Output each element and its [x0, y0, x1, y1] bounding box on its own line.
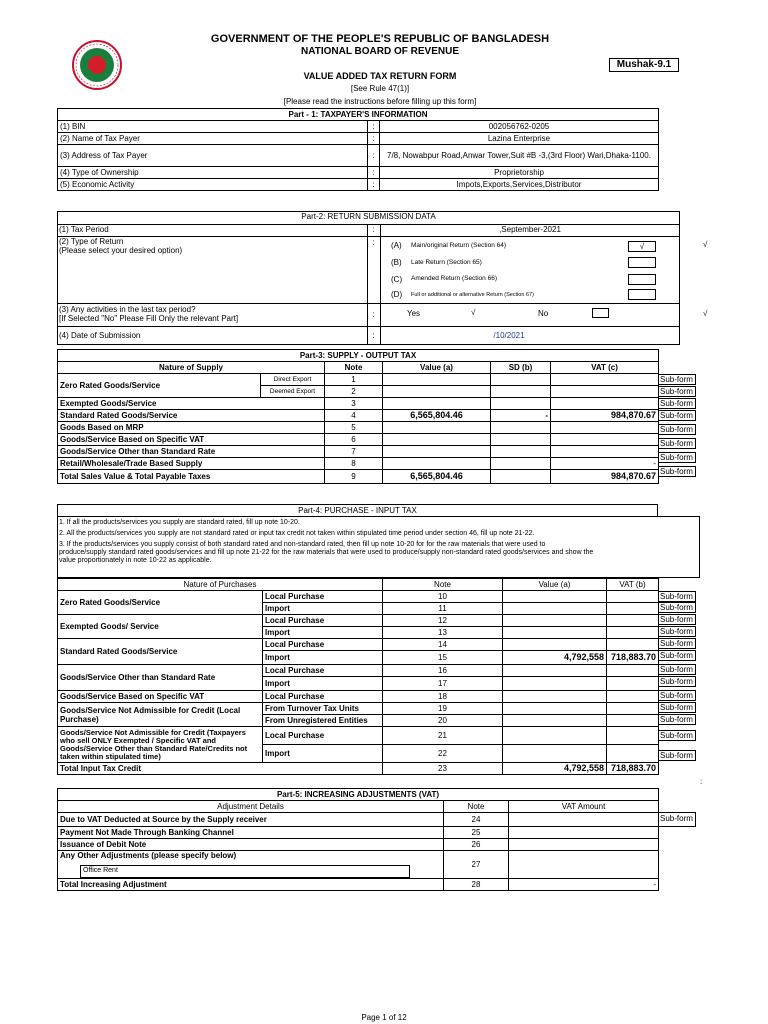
- purchase-type: Local Purchase: [263, 727, 383, 745]
- subform-link[interactable]: Sub-form: [658, 591, 696, 602]
- vat-cell[interactable]: [551, 398, 659, 410]
- vat-cell[interactable]: -: [509, 879, 659, 891]
- note-cell: 7: [325, 446, 383, 458]
- part1-table: [57, 108, 659, 191]
- colon: :: [372, 225, 375, 234]
- colon: :: [368, 121, 380, 133]
- table-row: [58, 470, 659, 484]
- value-cell[interactable]: 4,792,558: [503, 763, 607, 775]
- purchase-group-label: Goods/Service Not Admissible for Credit (Local Purchase): [58, 703, 263, 727]
- subform-link[interactable]: Sub-form: [658, 690, 696, 701]
- total-input-label: Total Input Tax Credit: [58, 763, 383, 775]
- part1-title: Part - 1: TAXPAYER'S INFORMATION: [58, 109, 659, 121]
- supply-label: Goods Based on MRP: [58, 422, 325, 434]
- option-a-label: Main/original Return (Section 64): [411, 242, 507, 249]
- note-cell: 15: [383, 651, 503, 665]
- vat-cell[interactable]: 984,870.67: [551, 410, 659, 422]
- col-note: Note: [383, 579, 503, 591]
- col-adjustment: Adjustment Details: [58, 801, 444, 813]
- colon: :: [372, 310, 375, 319]
- option-d-key: (D): [391, 290, 403, 299]
- colon: :: [368, 179, 380, 191]
- option-b-key: (B): [391, 258, 402, 267]
- value-cell[interactable]: [383, 434, 491, 446]
- table-row: [58, 827, 659, 839]
- purchase-type: Import: [263, 651, 383, 665]
- colon: :: [368, 133, 380, 145]
- subform-link[interactable]: Sub-form: [658, 452, 696, 463]
- option-d-label: Full or additional or alternative Return (Section 67): [411, 292, 534, 298]
- vat-cell[interactable]: 718,883.70: [607, 763, 659, 775]
- note-cell: 4: [325, 410, 383, 422]
- purchase-group-label: Zero Rated Goods/Service: [58, 591, 263, 615]
- col-value: Value (a): [383, 362, 491, 374]
- table-row: [58, 727, 659, 745]
- tax-period-label: (1) Tax Period: [59, 225, 109, 234]
- col-note: Note: [444, 801, 509, 813]
- col-note: Note: [325, 362, 383, 374]
- table-row: [58, 839, 659, 851]
- sd-cell[interactable]: [491, 458, 551, 470]
- subform-link[interactable]: Sub-form: [658, 650, 696, 661]
- vat-cell[interactable]: -: [551, 458, 659, 470]
- col-nature: Nature of Purchases: [58, 579, 383, 591]
- tax-period-value[interactable]: ,September-2021: [499, 225, 561, 234]
- table-row: [58, 167, 659, 179]
- table-row: [58, 422, 659, 434]
- subform-link[interactable]: Sub-form: [658, 602, 696, 613]
- value-cell[interactable]: [503, 639, 607, 651]
- colon: :: [372, 238, 375, 247]
- col-value: Value (a): [503, 579, 607, 591]
- vat-cell[interactable]: [607, 745, 659, 763]
- instruction-3a: 3. If the products/services you supply consist of both standard rated and non-standard rated, then fill up note 10-20 for for the raw materials that were used to: [59, 541, 546, 548]
- bin-value[interactable]: 002056762-0205: [380, 121, 659, 133]
- part4-title: Part-4: PURCHASE - INPUT TAX: [57, 504, 658, 517]
- vat-cell[interactable]: [551, 374, 659, 386]
- purchase-type: From Unregistered Entities: [263, 715, 383, 727]
- note-cell: 6: [325, 434, 383, 446]
- value-cell[interactable]: [503, 603, 607, 615]
- value-cell[interactable]: [503, 727, 607, 745]
- note-cell: 18: [383, 691, 503, 703]
- table-row: [58, 615, 659, 627]
- table-row: [58, 398, 659, 410]
- option-c-label: Amended Return (Section 66): [411, 275, 497, 282]
- option-c-checkbox[interactable]: [628, 274, 656, 285]
- part2-title: Part-2: RETURN SUBMISSION DATA: [301, 212, 436, 221]
- supply-total-label: Total Sales Value & Total Payable Taxes: [58, 470, 325, 484]
- purchase-type: Import: [263, 745, 383, 763]
- part3-title: Part-3: SUPPLY - OUTPUT TAX: [58, 350, 659, 362]
- purchase-type: Local Purchase: [263, 591, 383, 603]
- table-row: [58, 763, 659, 775]
- subform-link[interactable]: Sub-form: [658, 664, 696, 675]
- vat-cell[interactable]: [509, 839, 659, 851]
- adjustment-label: Due to VAT Deducted at Source by the Supply receiver: [58, 813, 444, 827]
- supply-label: Standard Rated Goods/Service: [58, 410, 325, 422]
- subform-link[interactable]: Sub-form: [658, 424, 696, 435]
- zero-rated-label: Zero Rated Goods/Service: [58, 374, 261, 398]
- ownership-value[interactable]: Proprietorship: [380, 167, 659, 179]
- purchase-group-label: Goods/Service Based on Specific VAT: [58, 691, 263, 703]
- purchase-type: From Turnover Tax Units: [263, 703, 383, 715]
- instruction-line: [Please read the instructions before filling up this form]: [283, 97, 477, 106]
- note-cell: 24: [444, 813, 509, 827]
- option-a-checkbox[interactable]: √: [628, 241, 656, 252]
- note-cell: 8: [325, 458, 383, 470]
- sd-cell[interactable]: [491, 434, 551, 446]
- page-number: Page 1 of 12: [361, 1013, 407, 1022]
- note-cell: 23: [383, 763, 503, 775]
- address-value[interactable]: 7/8, Nowabpur Road,Anwar Tower,Suit #B -3,(3rd Floor) Wari,Dhaka-1100.: [380, 145, 659, 167]
- purchase-group-label: Goods/Service Other than Standard Rate: [58, 665, 263, 691]
- no-checkbox[interactable]: [592, 308, 609, 318]
- note-cell: 19: [383, 703, 503, 715]
- vat-cell[interactable]: [607, 727, 659, 745]
- note-cell: 26: [444, 839, 509, 851]
- table-row: [58, 179, 659, 191]
- note-cell: 14: [383, 639, 503, 651]
- value-cell[interactable]: 6,565,804.46: [383, 470, 491, 484]
- subform-link[interactable]: Sub-form: [658, 466, 696, 477]
- value-cell[interactable]: [503, 665, 607, 677]
- vat-cell[interactable]: [607, 665, 659, 677]
- table-row: [58, 446, 659, 458]
- option-b-label: Late Return (Section 65): [411, 259, 482, 266]
- purchase-type: Import: [263, 603, 383, 615]
- value-cell[interactable]: [503, 745, 607, 763]
- table-row: [58, 691, 659, 703]
- instruction-1: 1. If all the products/services you supply are standard rated, fill up note 10-20.: [59, 519, 300, 526]
- form-code: Mushak-9.1: [609, 58, 679, 72]
- value-cell[interactable]: [383, 386, 491, 398]
- colon: :: [368, 145, 380, 167]
- vat-cell[interactable]: [607, 715, 659, 727]
- col-sd: SD (b): [491, 362, 551, 374]
- purchase-type: Local Purchase: [263, 665, 383, 677]
- note-cell: 16: [383, 665, 503, 677]
- adjustment-label: Payment Not Made Through Banking Channel: [58, 827, 444, 839]
- submission-label: (4) Date of Submission: [59, 331, 141, 340]
- note-cell: 2: [325, 386, 383, 398]
- subform-link[interactable]: Sub-form: [658, 374, 696, 385]
- table-row: [58, 145, 659, 167]
- adjustment-label-text: Any Other Adjustments (please specify below): [60, 851, 237, 860]
- vat-cell[interactable]: 984,870.67: [551, 470, 659, 484]
- value-cell[interactable]: [503, 715, 607, 727]
- direct-export-label: Direct Export: [261, 374, 325, 386]
- subform-link[interactable]: Sub-form: [658, 438, 696, 449]
- option-b-checkbox[interactable]: [628, 257, 656, 268]
- instruction-2: 2. All the products/services you supply are not standard rated or input tax credit not taken within stipulated time period under section 46, fill up note 21-22.: [59, 530, 535, 537]
- stray-mark: :: [700, 777, 703, 786]
- yes-label: Yes: [407, 309, 421, 318]
- option-d-checkbox[interactable]: [628, 289, 656, 300]
- yes-check[interactable]: √: [471, 308, 476, 317]
- sd-cell[interactable]: -: [491, 410, 551, 422]
- vat-cell[interactable]: [509, 827, 659, 839]
- note-cell: 11: [383, 603, 503, 615]
- office-rent-field[interactable]: Office Rent: [80, 865, 410, 878]
- instruction-3c: value proportionately in note 10-22 as applicable.: [59, 557, 212, 564]
- table-row: [58, 591, 659, 603]
- activity-label: (5) Economic Activity: [58, 179, 368, 191]
- value-cell[interactable]: [383, 422, 491, 434]
- note-cell: 25: [444, 827, 509, 839]
- ownership-label: (4) Type of Ownership: [58, 167, 368, 179]
- table-row: [58, 121, 659, 133]
- vat-cell[interactable]: [607, 591, 659, 603]
- value-cell[interactable]: [503, 691, 607, 703]
- purchase-group-label: Goods/Service Not Admissible for Credit (Taxpayers who sell ONLY Exempted / Specific VAT and Goods/Service Other than Standard Rate/Credits not taken within stipulated time): [58, 727, 263, 763]
- adjustment-total-label: Total Increasing Adjustment: [58, 879, 444, 891]
- outside-check-mark-2: √: [703, 309, 708, 318]
- vat-cell[interactable]: [607, 691, 659, 703]
- rule-ref: [See Rule 47(1)]: [350, 84, 410, 93]
- part5-title: Part-5: INCREASING ADJUSTMENTS (VAT): [58, 789, 659, 801]
- value-cell[interactable]: [503, 677, 607, 691]
- gov-title: GOVERNMENT OF THE PEOPLE'S REPUBLIC OF BANGLADESH: [210, 33, 550, 45]
- table-row: [58, 458, 659, 470]
- form-title: VALUE ADDED TAX RETURN FORM: [303, 71, 457, 81]
- table-row: [58, 703, 659, 715]
- subform-link[interactable]: Sub-form: [658, 676, 696, 687]
- sd-cell[interactable]: [491, 470, 551, 484]
- note-cell: 20: [383, 715, 503, 727]
- subform-link[interactable]: Sub-form: [658, 398, 696, 409]
- part5-table: [57, 788, 659, 891]
- no-label: No: [538, 309, 549, 318]
- subform-link[interactable]: Sub-form: [658, 410, 696, 421]
- note-cell: 27: [444, 851, 509, 879]
- value-cell[interactable]: [503, 591, 607, 603]
- subform-link[interactable]: Sub-form: [658, 614, 696, 625]
- table-row: [58, 374, 659, 386]
- purchase-type: Import: [263, 627, 383, 639]
- note-cell: 3: [325, 398, 383, 410]
- vat-cell[interactable]: [551, 386, 659, 398]
- supply-label: Retail/Wholesale/Trade Based Supply: [58, 458, 325, 470]
- table-row: [58, 851, 659, 879]
- purchase-type: Local Purchase: [263, 615, 383, 627]
- address-label: (3) Address of Tax Payer: [58, 145, 368, 167]
- value-cell[interactable]: [503, 703, 607, 715]
- name-label: (2) Name of Tax Payer: [58, 133, 368, 145]
- vat-cell[interactable]: [607, 615, 659, 627]
- value-cell[interactable]: 4,792,558: [503, 651, 607, 665]
- sd-cell[interactable]: [491, 386, 551, 398]
- deemed-export-label: Deemed Export: [261, 386, 325, 398]
- note-cell: 12: [383, 615, 503, 627]
- activities-label: (3) Any activities in the last tax period?: [59, 305, 196, 314]
- sd-cell[interactable]: [491, 398, 551, 410]
- table-row: [58, 665, 659, 677]
- value-cell[interactable]: [383, 458, 491, 470]
- adjustment-label: Issuance of Debit Note: [58, 839, 444, 851]
- outside-check-mark: √: [703, 240, 708, 249]
- value-cell[interactable]: [383, 446, 491, 458]
- supply-label: Goods/Service Other than Standard Rate: [58, 446, 325, 458]
- note-cell: 1: [325, 374, 383, 386]
- purchase-type: Local Purchase: [263, 639, 383, 651]
- note-cell: 17: [383, 677, 503, 691]
- subform-link[interactable]: Sub-form: [658, 638, 696, 649]
- vat-cell[interactable]: [551, 422, 659, 434]
- adjustment-label: [58, 851, 444, 879]
- return-type-label: (2) Type of Return: [59, 237, 124, 246]
- vat-cell[interactable]: [607, 627, 659, 639]
- sd-cell[interactable]: [491, 446, 551, 458]
- value-cell[interactable]: 6,565,804.46: [383, 410, 491, 422]
- value-cell[interactable]: [503, 615, 607, 627]
- government-seal: [72, 40, 122, 90]
- vat-cell[interactable]: [607, 677, 659, 691]
- sd-cell[interactable]: [491, 422, 551, 434]
- subform-link[interactable]: Sub-form: [658, 750, 696, 761]
- col-nature: Nature of Supply: [58, 362, 325, 374]
- part4-table: [57, 578, 659, 775]
- colon: :: [372, 331, 375, 340]
- purchase-type: Import: [263, 677, 383, 691]
- option-a-key: (A): [391, 241, 402, 250]
- note-cell: 9: [325, 470, 383, 484]
- vat-cell[interactable]: [607, 703, 659, 715]
- vat-cell[interactable]: [551, 434, 659, 446]
- table-row: [58, 879, 659, 891]
- board-title: NATIONAL BOARD OF REVENUE: [301, 46, 459, 57]
- activities-hint: [If Selected "No" Please Fill Only the relevant Part]: [59, 314, 239, 323]
- table-row: [58, 434, 659, 446]
- col-vat-amount: VAT Amount: [509, 801, 659, 813]
- table-row: [58, 813, 659, 827]
- table-row: [58, 133, 659, 145]
- vat-cell[interactable]: [551, 446, 659, 458]
- col-vat: VAT (b): [607, 579, 659, 591]
- sd-cell[interactable]: [491, 374, 551, 386]
- value-cell[interactable]: [383, 398, 491, 410]
- vat-cell[interactable]: 718,883.70: [607, 651, 659, 665]
- note-cell: 22: [383, 745, 503, 763]
- subform-link[interactable]: Sub-form: [658, 730, 696, 741]
- subform-link[interactable]: Sub-form: [658, 386, 696, 397]
- vat-cell[interactable]: [509, 851, 659, 879]
- note-cell: 13: [383, 627, 503, 639]
- value-cell[interactable]: [503, 627, 607, 639]
- option-c-key: (C): [391, 275, 403, 284]
- vat-cell[interactable]: [509, 813, 659, 827]
- note-cell: 10: [383, 591, 503, 603]
- subform-link[interactable]: Sub-form: [658, 812, 696, 827]
- submission-value[interactable]: /10/2021: [493, 331, 525, 340]
- vat-cell[interactable]: [607, 639, 659, 651]
- subform-link[interactable]: Sub-form: [658, 702, 696, 713]
- part3-table: [57, 349, 659, 484]
- activity-value[interactable]: Impots,Exports,Services,Distributor: [380, 179, 659, 191]
- note-cell: 5: [325, 422, 383, 434]
- table-row: [58, 639, 659, 651]
- table-row: [58, 410, 659, 422]
- colon: :: [368, 167, 380, 179]
- supply-label: Exempted Goods/Service: [58, 398, 325, 410]
- supply-label: Goods/Service Based on Specific VAT: [58, 434, 325, 446]
- return-type-hint: (Please select your desired option): [59, 246, 183, 255]
- purchase-type: Local Purchase: [263, 691, 383, 703]
- value-cell[interactable]: [383, 374, 491, 386]
- name-value[interactable]: Lazina Enterprise: [380, 133, 659, 145]
- note-cell: 28: [444, 879, 509, 891]
- vat-cell[interactable]: [607, 603, 659, 615]
- col-vat: VAT (c): [551, 362, 659, 374]
- bin-label: (1) BIN: [58, 121, 368, 133]
- subform-link[interactable]: Sub-form: [658, 714, 696, 725]
- instruction-3b: produce/supply standard rated goods/services and fill up note 21-22 for the raw materials that were used to produce/supply non-standard rated goods/services and show the: [59, 549, 594, 556]
- subform-link[interactable]: Sub-form: [658, 626, 696, 637]
- note-cell: 21: [383, 727, 503, 745]
- purchase-group-label: Standard Rated Goods/Service: [58, 639, 263, 665]
- purchase-group-label: Exempted Goods/ Service: [58, 615, 263, 639]
